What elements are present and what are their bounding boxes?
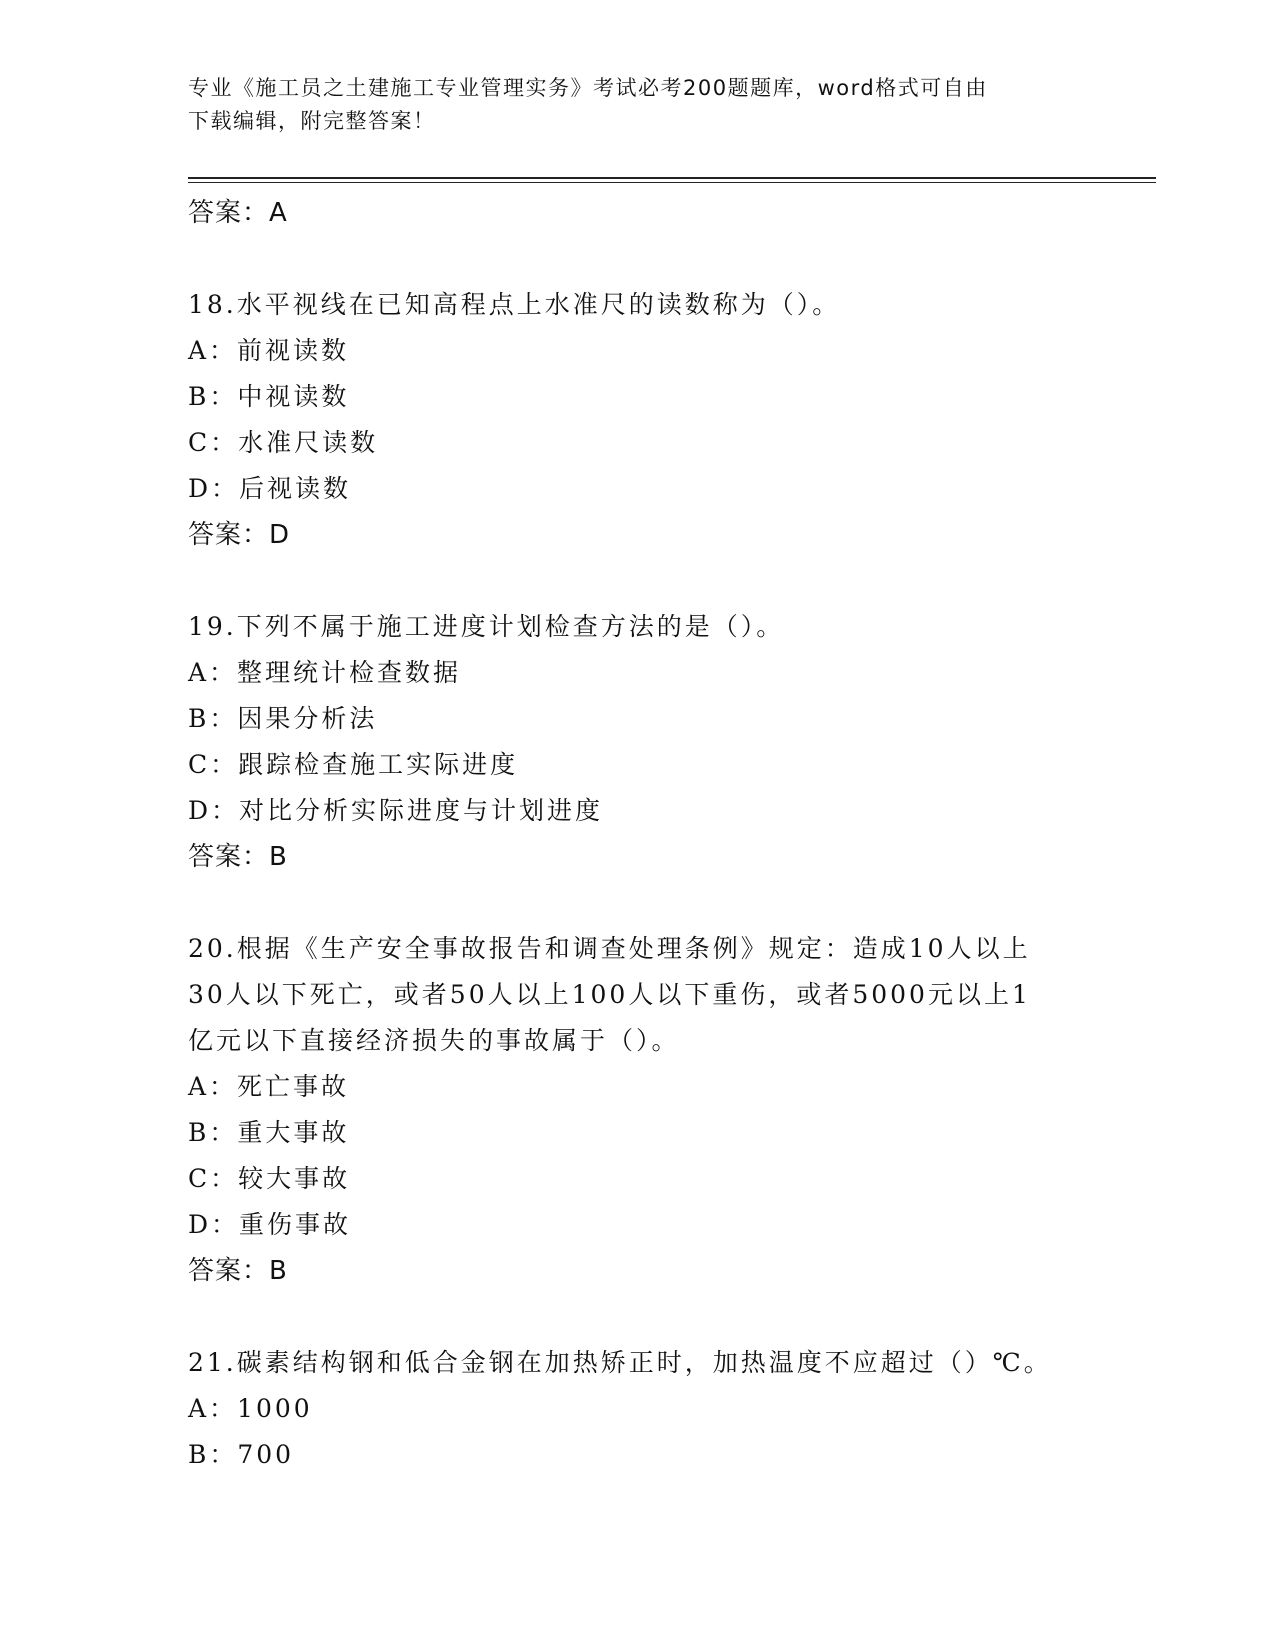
answer-line <box>188 1248 1068 1294</box>
option-c: C：较大事故 <box>188 1164 351 1193</box>
option-b: B：重大事故 <box>188 1118 350 1147</box>
option-d: D：对比分析实际进度与计划进度 <box>188 796 604 825</box>
answer-prefix: 答案： <box>188 842 270 872</box>
option-d: D：后视读数 <box>188 474 352 503</box>
header-line-1: 专业《施工员之土建施工专业管理实务》考试必考200题题库，word格式可自由 <box>188 76 988 100</box>
option-a: A：死亡事故 <box>188 1072 350 1101</box>
answer-prefix: 答案： <box>188 1256 270 1286</box>
question-stem <box>188 926 1068 972</box>
option-c: C：水准尺读数 <box>188 428 379 457</box>
question-number: 18. <box>188 290 237 319</box>
question-number: 21. <box>188 1348 237 1377</box>
document-header <box>188 72 1068 138</box>
question-stem <box>188 282 1068 328</box>
answer-line <box>188 512 1068 558</box>
question-number: 20. <box>188 934 237 963</box>
question-list <box>188 190 1068 1478</box>
answer-line <box>188 190 1068 236</box>
header-line-2: 下载编辑，附完整答案！ <box>188 109 436 133</box>
answer-value: B <box>269 1256 288 1286</box>
question-number: 19. <box>188 612 237 641</box>
spacer <box>188 558 1068 604</box>
question-text: 碳素结构钢和低合金钢在加热矫正时，加热温度不应超过（）℃。 <box>236 1348 1052 1377</box>
option-b: B：因果分析法 <box>188 704 378 733</box>
option-c: C：跟踪检查施工实际进度 <box>188 750 519 779</box>
answer-value: D <box>269 520 291 550</box>
option-a: A：整理统计检查数据 <box>188 658 462 687</box>
answer-prefix: 答案： <box>188 198 270 228</box>
spacer <box>188 1294 1068 1340</box>
spacer <box>188 236 1068 282</box>
spacer <box>188 880 1068 926</box>
answer-prefix: 答案： <box>188 520 270 550</box>
question-text-line-3: 亿元以下直接经济损失的事故属于（）。 <box>188 1026 680 1055</box>
answer-line <box>188 834 1068 880</box>
question-text: 水平视线在已知高程点上水准尺的读数称为（）。 <box>236 290 841 319</box>
question-stem <box>188 1340 1068 1386</box>
option-b: B：700 <box>188 1440 295 1469</box>
option-a: A：前视读数 <box>188 336 350 365</box>
question-text-line-1: 根据《生产安全事故报告和调查处理条例》规定：造成10人以上 <box>236 934 1031 963</box>
answer-value: B <box>269 842 288 872</box>
question-stem <box>188 604 1068 650</box>
option-a: A：1000 <box>188 1394 313 1423</box>
question-text-line-2: 30人以下死亡，或者50人以上100人以下重伤，或者5000元以上1 <box>188 980 1031 1009</box>
header-rule-thin <box>188 182 1156 183</box>
header-rule-thick <box>188 177 1156 179</box>
question-text: 下列不属于施工进度计划检查方法的是（）。 <box>236 612 785 641</box>
option-b: B：中视读数 <box>188 382 350 411</box>
answer-value: A <box>269 198 288 228</box>
option-d: D：重伤事故 <box>188 1210 352 1239</box>
